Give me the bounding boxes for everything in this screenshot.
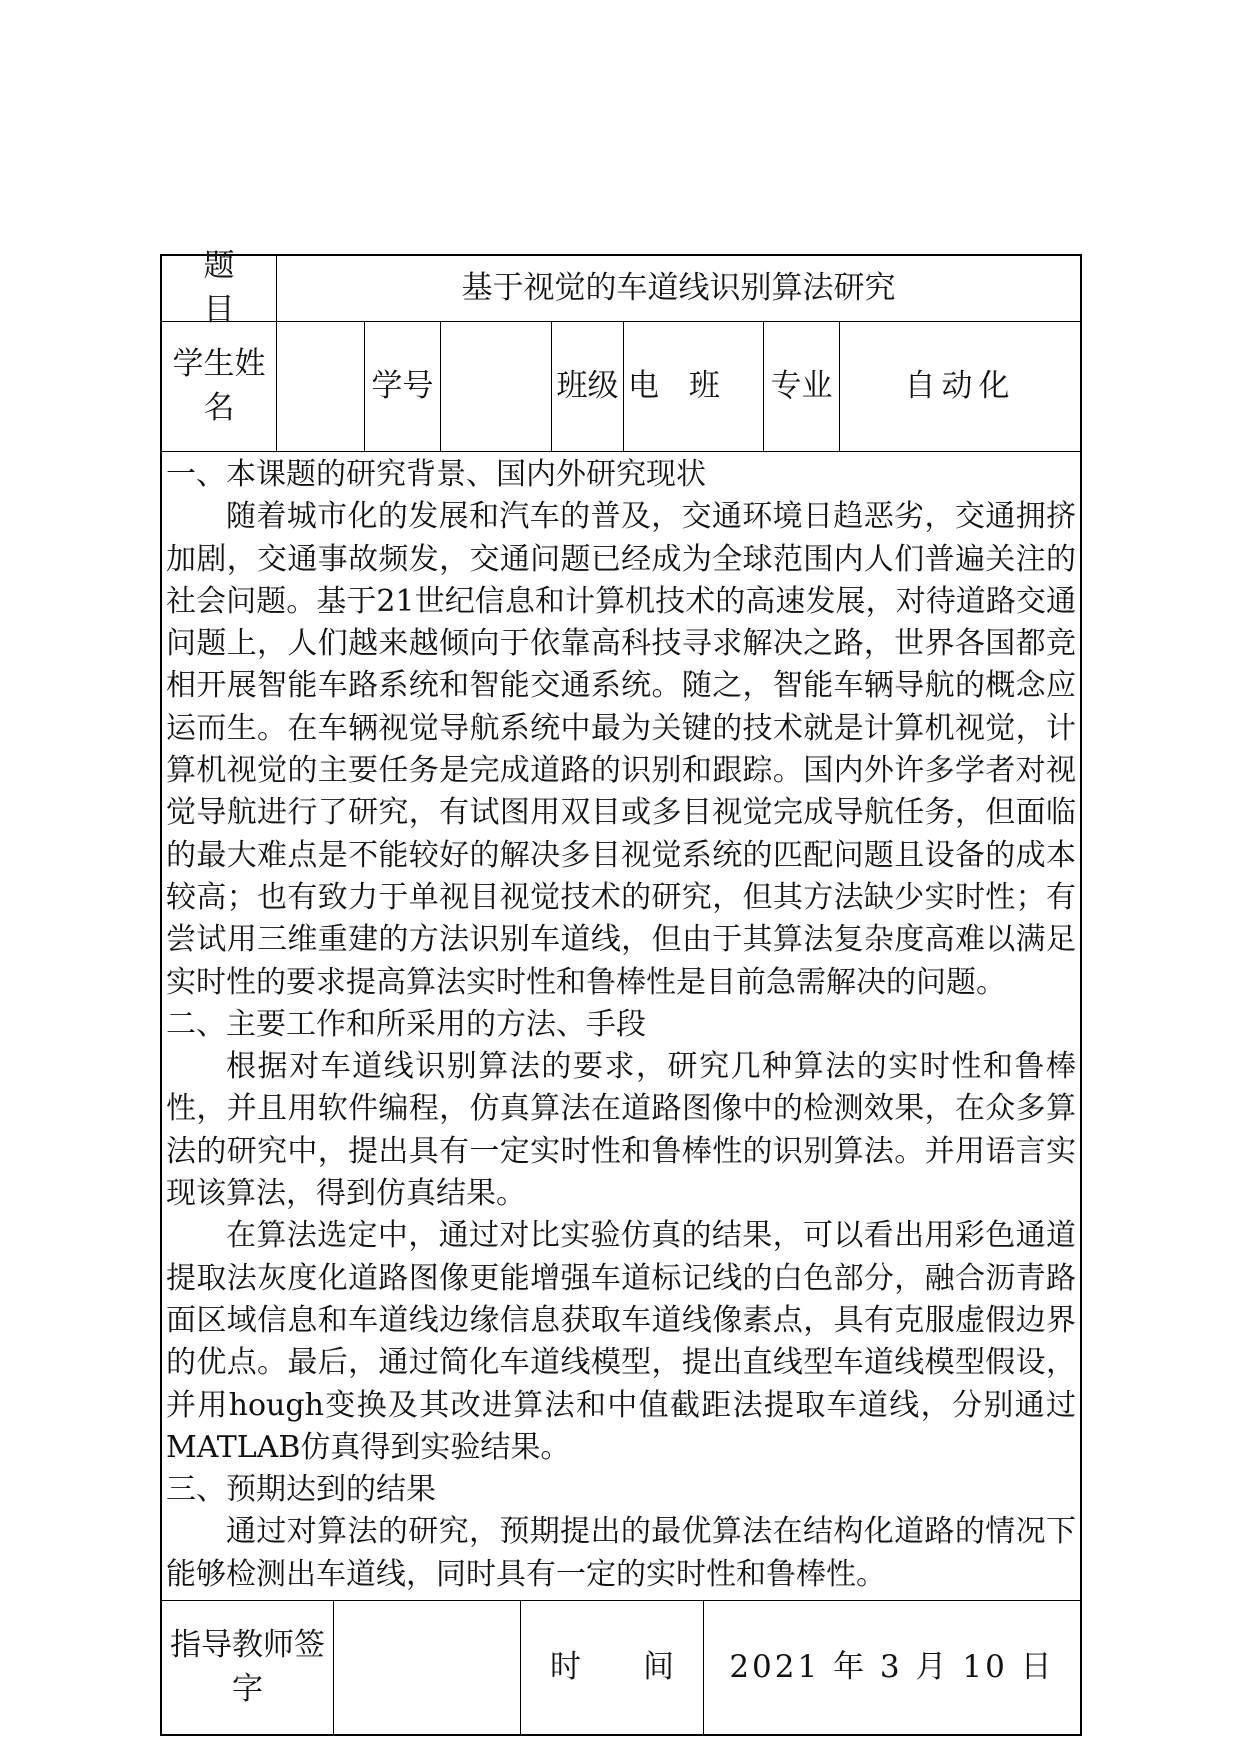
- section-1-heading: 一、本课题的研究背景、国内外研究现状: [166, 457, 706, 492]
- student-name-label: [162, 322, 277, 451]
- student-id-value: [441, 322, 552, 451]
- student-name-label-line1: 学生姓: [172, 346, 266, 383]
- advisor-signature-value: [334, 1601, 521, 1734]
- section-2-paragraph-2: 在算法选定中，通过对比实验仿真的结果，可以看出用彩色通道提取法灰度化道路图像更能增强车道标记线的白色部分，融合沥青路面区域信息和车道线边缘信息获取车道线像素点，具有克服虚假边界的优点。最后，通过简化车道线模型，提出直线型车道线模型假设，并用hough变换及其改进算法和中值截距法提取车道线，分别通过MATLAB仿真得到实验结果。: [166, 1218, 1076, 1465]
- proposal-form: [160, 248, 1082, 1736]
- student-name-value: [277, 322, 365, 451]
- student-id-label: 学号: [365, 322, 441, 451]
- student-info-row: [162, 322, 1080, 452]
- date-value: 2021 年 3 月 10 日: [729, 1648, 1055, 1685]
- time-label: 时 间: [521, 1601, 704, 1734]
- major-label: 专业: [764, 322, 840, 451]
- proposal-content: [162, 452, 1080, 1601]
- section-2-heading: 二、主要工作和所采用的方法、手段: [166, 1006, 646, 1042]
- section-3-paragraph: 通过对算法的研究，预期提出的最优算法在结构化道路的情况下能够检测出车道线，同时具有一定的实时性和鲁棒性。: [166, 1514, 1076, 1592]
- section-3-heading: 三、预期达到的结果: [166, 1472, 436, 1508]
- major-value: 自动化: [904, 367, 1016, 404]
- title-label: 题目: [162, 256, 277, 321]
- advisor-signature-label-line2: 字: [232, 1670, 263, 1707]
- advisor-signature-label-line1: 指导教师签: [170, 1627, 325, 1664]
- footer-row: [162, 1601, 1080, 1734]
- title-row: [162, 248, 1080, 328]
- thesis-title: 基于视觉的车道线识别算法研究: [461, 269, 896, 306]
- class-value: 电 班: [624, 322, 764, 451]
- student-name-label-line2: 名: [203, 389, 235, 426]
- class-label: 班级: [552, 322, 624, 451]
- section-1-paragraph: 随着城市化的发展和汽车的普及，交通环境日趋恶劣，交通拥挤加剧，交通事故频发，交通问题已经成为全球范围内人们普遍关注的社会问题。基于21世纪信息和计算机技术的高速发展，对待道路交通问题上，人们越来越倾向于依靠高科技寻求解决之路，世界各国都竞相开展智能车路系统和智能交通系统。随之，智能车辆导航的概念应运而生。在车辆视觉导航系统中最为关键的技术就是计算机视觉，计算机视觉的主要任务是完成道路的识别和跟踪。国内外许多学者对视觉导航进行了研究，有试图用双目或多目视觉完成导航任务，但面临的最大难点是不能较好的解决多目视觉系统的匹配问题且设备的成本较高；也有致力于单视目视觉技术的研究，但其方法缺少实时性；有尝试用三维重建的方法识别车道线，但由于其算法复杂度高难以满足实时性的要求提高算法实时性和鲁棒性是目前急需解决的问题。: [166, 499, 1076, 1000]
- section-2-paragraph-1: 根据对车道线识别算法的要求，研究几种算法的实时性和鲁棒性，并且用软件编程，仿真算法在道路图像中的检测效果，在众多算法的研究中，提出具有一定实时性和鲁棒性的识别算法。并用语言实现该算法，得到仿真结果。: [166, 1049, 1076, 1212]
- advisor-signature-label: [162, 1601, 334, 1734]
